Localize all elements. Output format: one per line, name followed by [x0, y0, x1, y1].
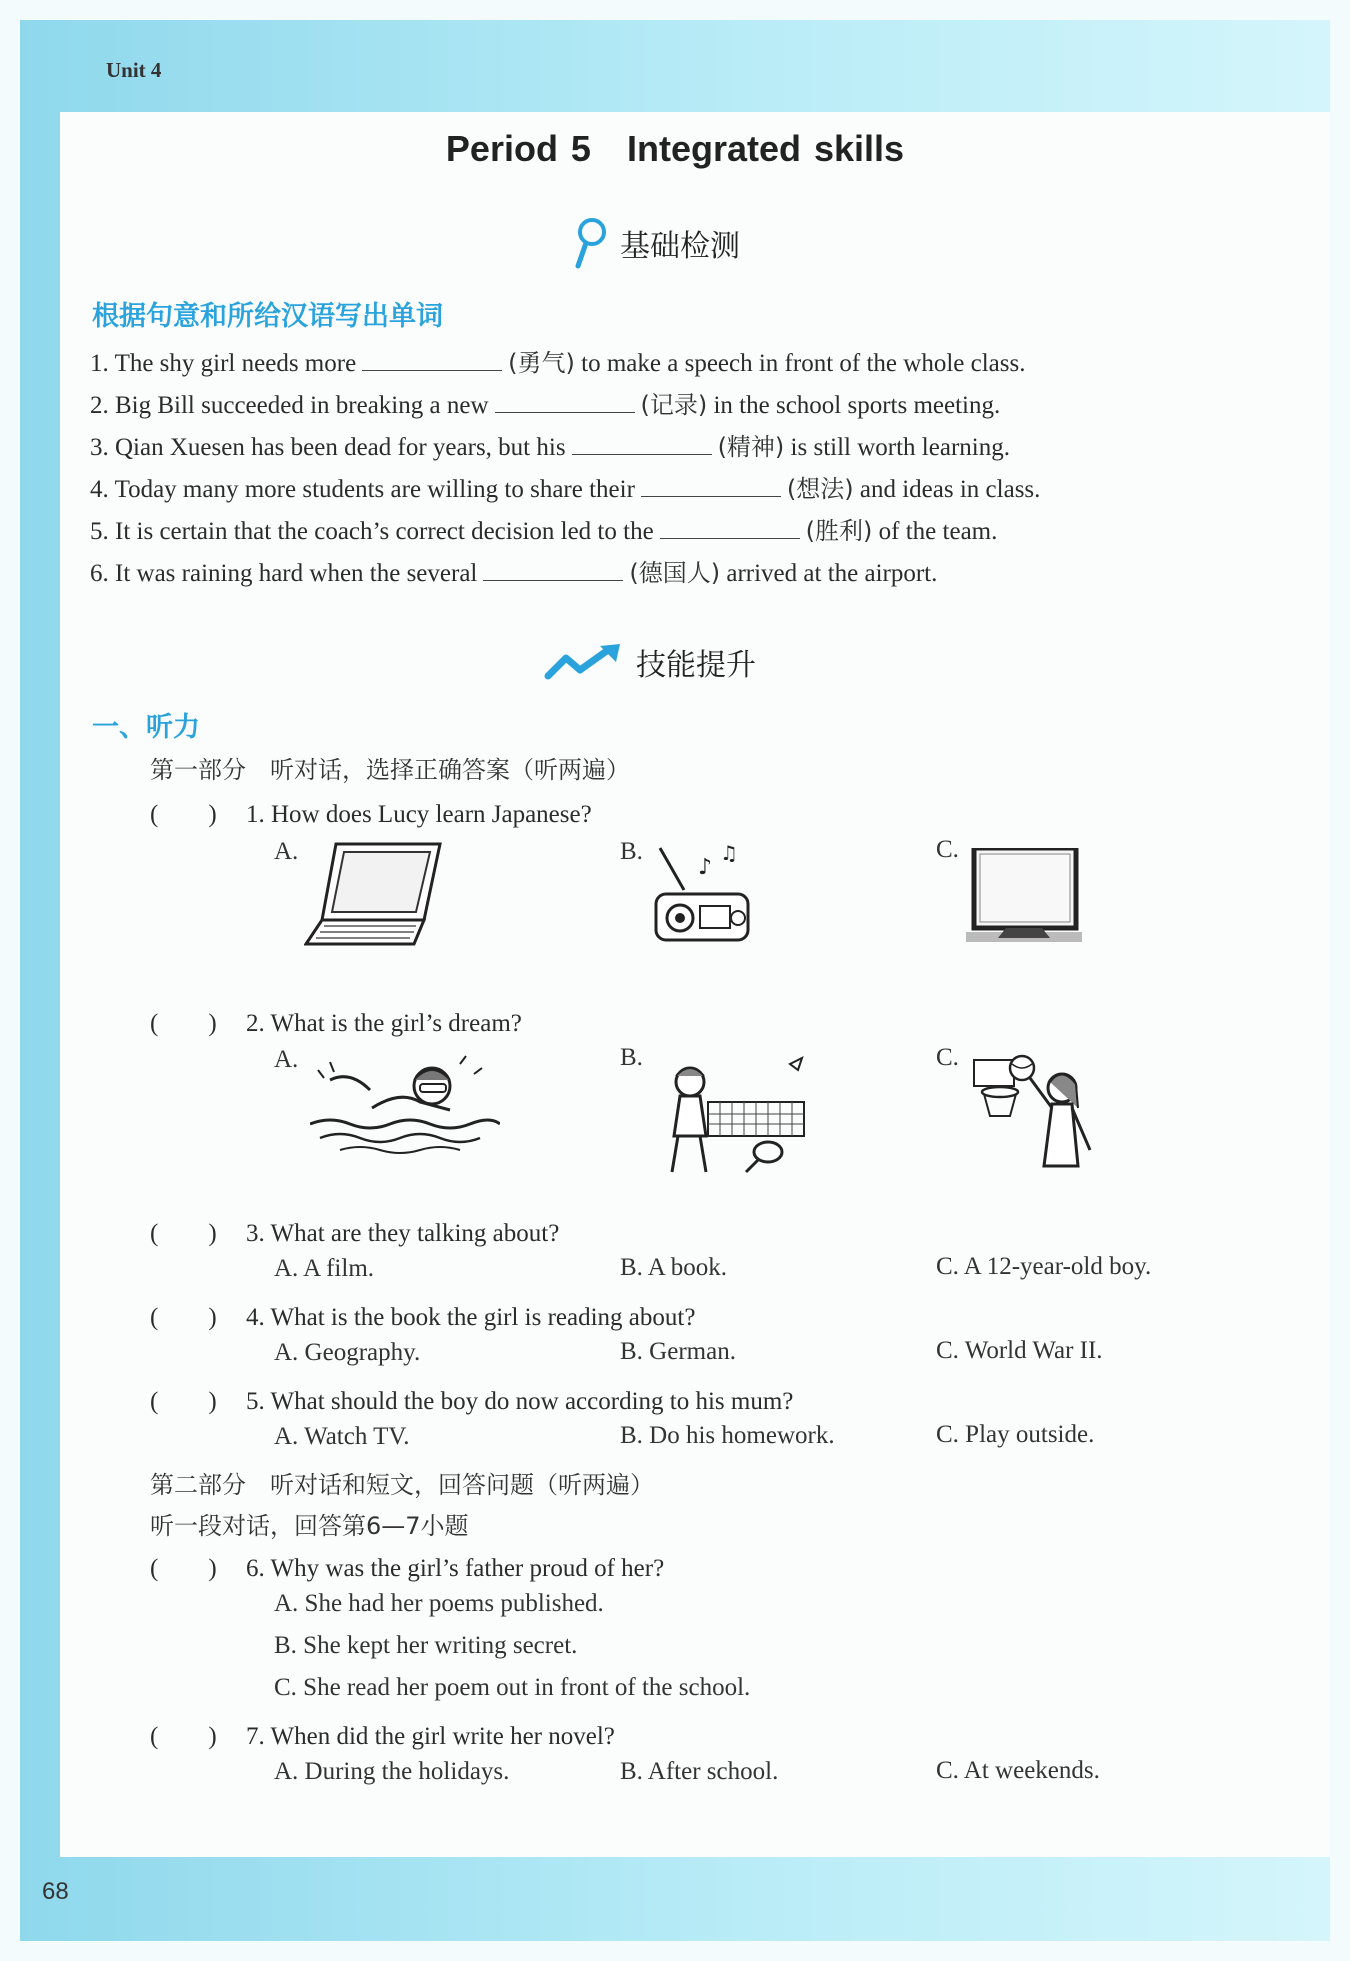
- question-row: ( ) 4. What is the book the girl is reading about?: [150, 1297, 695, 1333]
- option-label[interactable]: A. She had her poems published.: [274, 1590, 604, 1617]
- option-label[interactable]: A. During the holidays.: [274, 1758, 510, 1785]
- option-label[interactable]: A.: [274, 838, 299, 865]
- swimming-picture: [310, 1050, 500, 1160]
- fill-item: 6. It was raining hard when the several (德国人) arrived at the airport.: [90, 559, 938, 587]
- topic-label: Integrated skills: [626, 128, 905, 169]
- option-label[interactable]: B. German.: [620, 1338, 736, 1365]
- answer-paren[interactable]: ( ): [150, 1220, 217, 1247]
- option-label[interactable]: C. She read her poem out in front of the school.: [274, 1674, 751, 1701]
- unit-label: Unit 4: [106, 58, 162, 82]
- option-label[interactable]: B. She kept her writing secret.: [274, 1632, 578, 1659]
- answer-blank[interactable]: [572, 433, 712, 455]
- answer-paren[interactable]: ( ): [150, 1010, 217, 1037]
- basketball-picture: [966, 1054, 1116, 1178]
- answer-blank[interactable]: [362, 349, 502, 371]
- part2-sub-instruction: 听一段对话，回答第6—7小题: [150, 1512, 469, 1540]
- answer-blank[interactable]: [483, 559, 623, 581]
- part2-instruction: 第二部分 听对话和短文，回答问题（听两遍）: [150, 1471, 654, 1499]
- option-label[interactable]: B. After school.: [620, 1758, 779, 1785]
- question-row: ( ) 1. How does Lucy learn Japanese?: [150, 794, 592, 830]
- option-label[interactable]: C. World War II.: [936, 1337, 1103, 1364]
- question-row: ( ) 2. What is the girl’s dream?: [150, 1003, 522, 1039]
- option-label[interactable]: A. Watch TV.: [274, 1423, 410, 1450]
- fill-item: 1. The shy girl needs more (勇气) to make a speech in front of the whole class.: [90, 349, 1026, 377]
- answer-paren[interactable]: ( ): [150, 1723, 217, 1750]
- fill-item: 3. Qian Xuesen has been dead for years, but his (精神) is still worth learning.: [90, 433, 1010, 461]
- fill-item: 4. Today many more students are willing to share their (想法) and ideas in class.: [90, 475, 1041, 503]
- answer-paren[interactable]: ( ): [150, 1304, 217, 1331]
- fill-item: 5. It is certain that the coach’s correct decision led to the (胜利) of the team.: [90, 517, 998, 545]
- answer-blank[interactable]: [495, 391, 635, 413]
- option-label[interactable]: C.: [936, 1044, 959, 1071]
- answer-blank[interactable]: [660, 517, 800, 539]
- question-row: ( ) 5. What should the boy do now according to his mum?: [150, 1381, 793, 1417]
- fill-item: 2. Big Bill succeeded in breaking a new (记录) in the school sports meeting.: [90, 391, 1001, 419]
- answer-paren[interactable]: ( ): [150, 801, 217, 828]
- part1-instruction: 第一部分 听对话，选择正确答案（听两遍）: [150, 756, 630, 784]
- laptop-picture: [304, 840, 442, 948]
- option-label[interactable]: C. A 12-year-old boy.: [936, 1253, 1152, 1280]
- badminton-picture: [650, 1056, 810, 1176]
- skills-section-heading: [544, 640, 756, 684]
- answer-paren[interactable]: ( ): [150, 1388, 217, 1415]
- answer-blank[interactable]: [641, 475, 781, 497]
- option-label[interactable]: B. A book.: [620, 1254, 727, 1281]
- listening-heading: 一、听力: [92, 712, 200, 743]
- magnifier-icon: [570, 216, 610, 270]
- page-title: [0, 128, 1350, 170]
- answer-paren[interactable]: ( ): [150, 1555, 217, 1582]
- tv-picture: [966, 848, 1082, 942]
- basic-heading-text: 基础检测: [620, 229, 740, 264]
- trend-up-icon: [544, 642, 626, 682]
- option-label[interactable]: A. Geography.: [274, 1339, 421, 1366]
- question-row: ( ) 6. Why was the girl’s father proud of her?: [150, 1548, 664, 1584]
- page-number: 68: [42, 1878, 69, 1905]
- skills-heading-text: 技能提升: [636, 648, 756, 683]
- option-label[interactable]: C. Play outside.: [936, 1421, 1095, 1448]
- option-label[interactable]: A.: [274, 1046, 299, 1073]
- option-label[interactable]: C. At weekends.: [936, 1757, 1100, 1784]
- svg-text:♫: ♫: [720, 841, 738, 865]
- option-label[interactable]: A. A film.: [274, 1255, 375, 1282]
- radio-picture: [650, 840, 760, 950]
- question-row: ( ) 7. When did the girl write her novel?: [150, 1716, 615, 1752]
- option-label[interactable]: C.: [936, 836, 959, 863]
- question-row: ( ) 3. What are they talking about?: [150, 1213, 559, 1249]
- basic-instruction: 根据句意和所给汉语写出单词: [92, 301, 443, 332]
- option-label[interactable]: B.: [620, 838, 643, 865]
- option-label[interactable]: B. Do his homework.: [620, 1422, 835, 1449]
- basic-section-heading: [570, 216, 740, 270]
- option-label[interactable]: B.: [620, 1044, 643, 1071]
- svg-text:♪: ♪: [698, 855, 713, 880]
- period-label: Period 5: [445, 128, 591, 169]
